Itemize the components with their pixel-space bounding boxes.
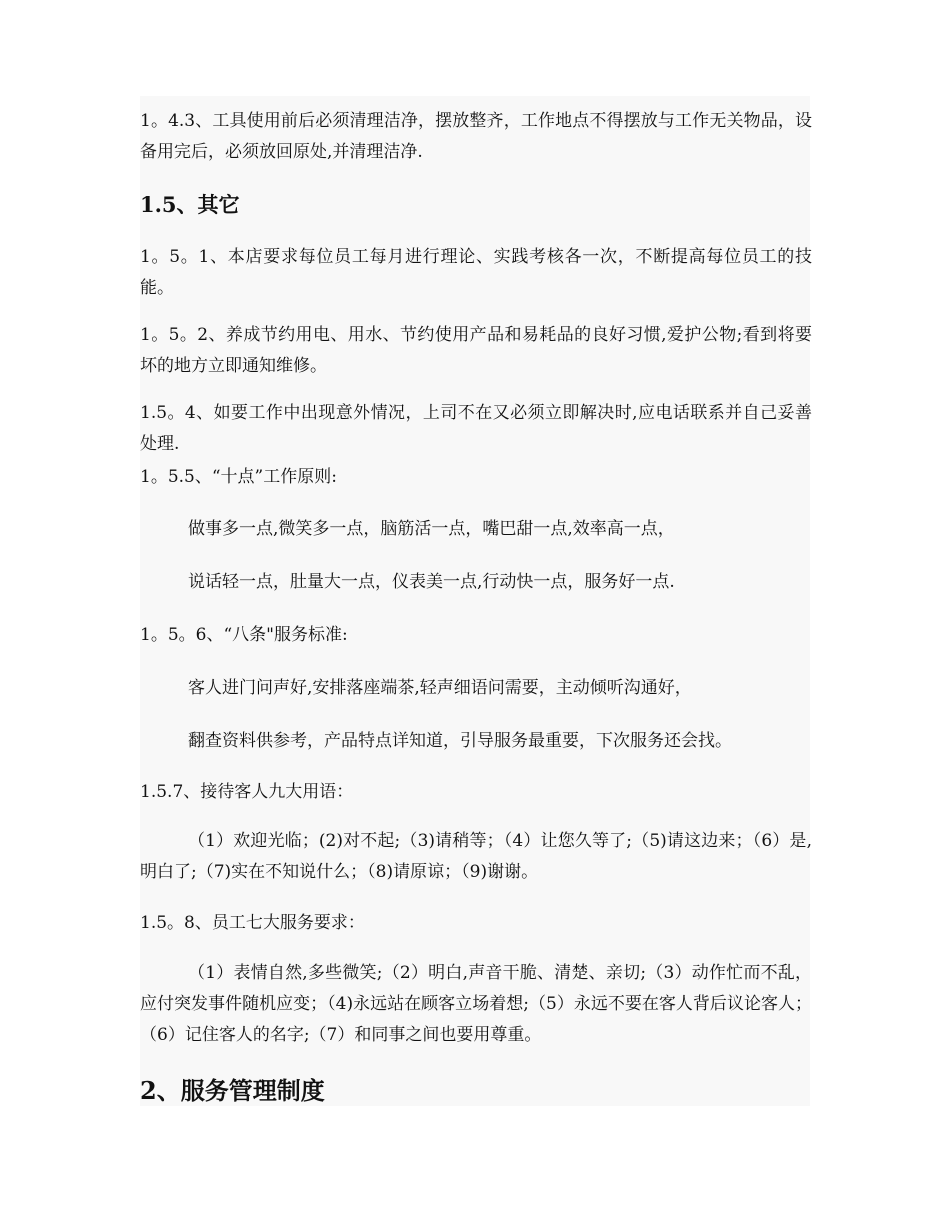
paragraph-1-5-4: 1.5。4、如要工作中出现意外情况，上司不在又必须立即解决时,应电话联系并自己妥善处理. <box>140 403 812 454</box>
section-heading-1-5: 1.5、其它 <box>140 192 240 217</box>
paragraph-1-5-7-body: （1）欢迎光临；(2)对不起;（3)请稍等；（4）让您久等了;（5)请这边来；（6）是,明白了;（7)实在不知说什么；（8)请原谅；（9)谢谢。 <box>140 831 812 882</box>
eight-standards-line-2: 翻查资料供参考，产品特点详知道，引导服务最重要，下次服务还会找。 <box>188 731 732 751</box>
ten-points-line-1: 做事多一点,微笑多一点，脑筋活一点，嘴巴甜一点,效率高一点， <box>188 519 675 539</box>
section-heading-2: 2、服务管理制度 <box>140 1076 325 1105</box>
eight-standards-line-1: 客人进门问声好,安排落座端茶,轻声细语问需要，主动倾听沟通好， <box>188 678 692 698</box>
paragraph-1-5-5-title: 1。5.5、“十点”工作原则: <box>140 467 337 487</box>
paragraph-1-5-6-title: 1。5。6、“八条"服务标准: <box>140 625 348 645</box>
paragraph-1-5-7-title: 1.5.7、接待客人九大用语： <box>140 782 354 802</box>
paragraph-1-5-1: 1。5。1、本店要求每位员工每月进行理论、实践考核各一次，不断提高每位员工的技能。 <box>140 247 812 298</box>
paragraph-1-4-3: 1。4.3、工具使用前后必须清理洁净，摆放整齐，工作地点不得摆放与工作无关物品，设备用完后，必须放回原处,并清理洁净. <box>140 111 812 162</box>
paragraph-1-5-2: 1。5。2、养成节约用电、用水、节约使用产品和易耗品的良好习惯,爱护公物;看到将要坏的地方立即通知维修。 <box>140 325 812 376</box>
paragraph-1-5-8-body: （1）表情自然,多些微笑;（2）明白,声音干脆、清楚、亲切;（3）动作忙而不乱，应付突发事件随机应变；（4)永远站在顾客立场着想;（5）永远不要在客人背后议论客人；（6）记住客人的名字;（7）和同事之间也要用尊重。 <box>140 963 812 1045</box>
ten-points-line-2: 说话轻一点，肚量大一点，仪表美一点,行动快一点，服务好一点. <box>188 572 675 592</box>
paragraph-1-5-8-title: 1.5。8、员工七大服务要求： <box>140 913 365 933</box>
